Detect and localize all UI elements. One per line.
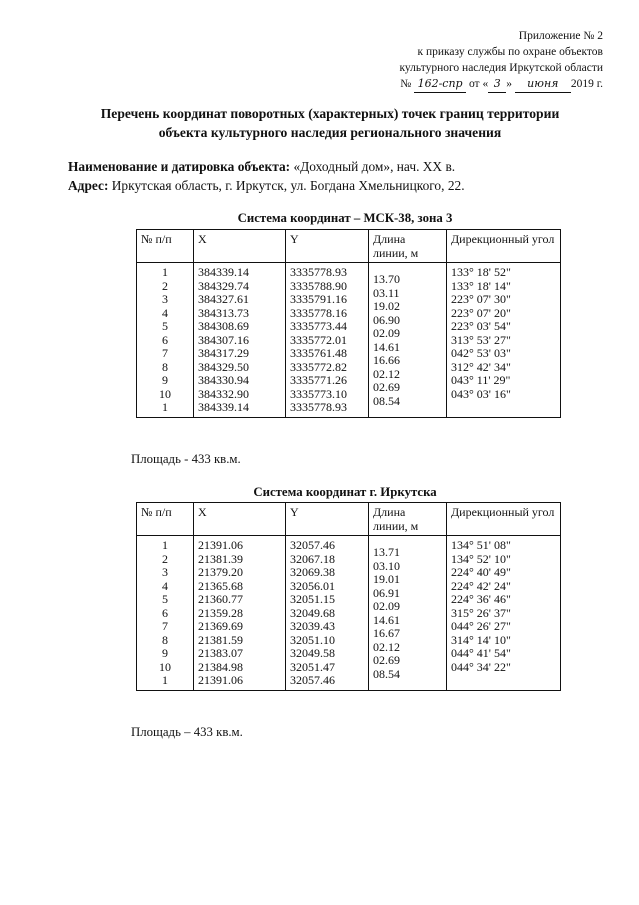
length-value: 16.66 [373,353,400,367]
appendix-number: Приложение № 2 [518,30,603,42]
appendix-order-line: к приказу службы по охране объектов [417,46,603,58]
y-value: 3335788.90 [290,278,347,293]
coordinates-table-msk38 [136,229,561,418]
y-value: 32057.46 [290,538,335,552]
point-number: 10 [159,659,171,674]
table-body-row [137,263,561,418]
angle-value: 314° 14' 10" [451,632,511,647]
angle-value: 224° 36' 46" [451,592,511,606]
point-number: 1 [162,538,168,552]
x-value: 21383.07 [198,646,243,660]
length-value: 19.01 [373,572,400,586]
point-number: 5 [162,592,168,606]
x-value: 384339.14 [198,400,249,414]
x-value: 21381.59 [198,632,243,647]
table-1-title: Система координат – МСК-38, зона 3 [237,211,453,225]
header-number: № п/п [137,230,194,263]
header-y: Y [286,503,369,536]
length-value: 08.54 [373,393,400,408]
angle-value: 223° 07' 20" [451,305,511,320]
point-number: 8 [162,632,168,647]
length-column [369,266,446,408]
x-value: 384317.29 [198,346,249,360]
x-value: 21359.28 [198,605,243,620]
header-length: Длина линии, м [369,230,447,263]
angle-value: 134° 51' 08" [451,538,511,552]
point-number: 9 [162,373,168,387]
y-value: 32057.46 [290,673,335,687]
length-value: 02.09 [373,326,400,340]
order-year: 2019 г. [570,78,603,90]
area-msk38: Площадь - 433 кв.м. [131,452,241,466]
angle-value: 133° 18' 52" [451,265,511,279]
length-value: 13.70 [373,272,400,286]
object-name-row [68,157,465,176]
y-value: 3335778.93 [290,400,347,414]
object-address-label: Адрес: [68,178,109,193]
point-number: 4 [162,578,168,593]
x-value: 384339.14 [198,265,249,279]
angle-column [447,266,560,401]
angle-value: 044° 26' 27" [451,619,511,633]
angle-value: 312° 42' 34" [451,359,511,374]
angle-value: 043° 03' 16" [451,386,511,401]
order-from-label: от « [468,78,489,90]
x-value: 384329.50 [198,359,249,374]
x-value: 384308.69 [198,319,249,333]
y-value: 3335761.48 [290,346,347,360]
length-value: 14.61 [373,339,400,354]
x-value: 21360.77 [198,592,243,606]
header-x: X [194,503,286,536]
table-2-title: Система координат г. Иркутска [253,485,437,499]
angle-value: 224° 42' 24" [451,578,511,593]
y-column [286,539,368,688]
appendix-service-line: культурного наследия Иркутской области [399,62,603,74]
point-number: 1 [162,400,168,414]
header-number: № п/п [137,503,194,536]
order-month: июня [515,76,571,93]
angle-value: 224° 40' 49" [451,565,511,579]
angle-value: 223° 07' 30" [451,292,511,306]
length-value: 06.91 [373,585,400,600]
x-value: 21391.06 [198,538,243,552]
x-value: 384313.73 [198,305,249,320]
point-number-column [137,539,193,688]
header-angle: Дирекционный угол [447,503,561,536]
angle-value: 044° 41' 54" [451,646,511,660]
length-value: 03.10 [373,558,400,573]
y-value: 3335772.01 [290,332,347,347]
y-value: 32039.43 [290,619,335,633]
length-value: 03.11 [373,285,400,300]
order-no-value: 162-спр [414,76,466,93]
angle-value: 223° 03' 54" [451,319,511,333]
y-value: 32069.38 [290,565,335,579]
y-value: 32049.68 [290,605,335,620]
order-no-label: № [400,78,412,90]
length-value: 14.61 [373,612,400,627]
area-irkutsk: Площадь – 433 кв.м. [131,725,243,739]
length-value: 08.54 [373,666,400,681]
x-column [194,539,285,688]
y-value: 32051.47 [290,659,335,674]
y-value: 3335778.16 [290,305,347,320]
y-value: 3335773.10 [290,386,347,401]
y-value: 32067.18 [290,551,335,566]
point-number-column [137,266,193,415]
x-value: 21391.06 [198,673,243,687]
point-number: 8 [162,359,168,374]
point-number: 6 [162,605,168,620]
x-value: 384327.61 [198,292,249,306]
y-value: 3335772.82 [290,359,347,374]
length-value: 13.71 [373,545,400,559]
x-value: 21365.68 [198,578,243,593]
angle-value: 044° 34' 22" [451,659,511,674]
table-body-row [137,536,561,691]
order-quote-close: » [506,78,512,90]
x-value: 21384.98 [198,659,243,674]
length-column [369,539,446,681]
header-length: Длина линии, м [369,503,447,536]
y-value: 3335778.93 [290,265,347,279]
object-address-value: Иркутская область, г. Иркутск, ул. Богдана Хмельницкого, 22. [111,178,465,193]
length-value: 02.69 [373,653,400,667]
appendix-header [400,28,604,93]
length-value: 19.02 [373,299,400,313]
order-day: 3 [488,76,506,93]
x-value: 21381.39 [198,551,243,566]
y-value: 32049.58 [290,646,335,660]
table-header-row [137,503,561,536]
point-number: 9 [162,646,168,660]
y-value: 3335791.16 [290,292,347,306]
y-value: 32056.01 [290,578,335,593]
point-number: 1 [162,673,168,687]
length-value: 06.90 [373,312,400,327]
angle-column [447,539,560,674]
object-name-value: «Доходный дом», нач. XX в. [293,159,456,174]
x-value: 384329.74 [198,278,249,293]
point-number: 4 [162,305,168,320]
object-address-row [68,176,465,195]
length-value: 02.69 [373,380,400,394]
angle-value: 133° 18' 14" [451,278,511,293]
document-title [60,104,600,142]
angle-value: 043° 11' 29" [451,373,511,387]
point-number: 2 [162,278,168,293]
x-value: 384332.90 [198,386,249,401]
x-value: 21369.69 [198,619,243,633]
y-column [286,266,368,415]
point-number: 7 [162,346,168,360]
appendix-order-ref [400,76,604,93]
header-x: X [194,230,286,263]
length-value: 16.67 [373,626,400,640]
y-value: 32051.10 [290,632,335,647]
y-value: 32051.15 [290,592,335,606]
point-number: 1 [162,265,168,279]
angle-value: 042° 53' 03" [451,346,511,360]
coordinates-table-irkutsk [136,502,561,691]
x-value: 384330.94 [198,373,249,387]
x-column [194,266,285,415]
x-value: 21379.20 [198,565,243,579]
point-number: 5 [162,319,168,333]
header-y: Y [286,230,369,263]
point-number: 3 [162,565,168,579]
header-angle: Дирекционный угол [447,230,561,263]
title-line-2: объекта культурного наследия регионального значения [158,125,502,140]
table-header-row [137,230,561,263]
point-number: 10 [159,386,171,401]
angle-value: 313° 53' 27" [451,332,511,347]
y-value: 3335771.26 [290,373,347,387]
point-number: 6 [162,332,168,347]
object-name-label: Наименование и датировка объекта: [68,159,291,174]
angle-value: 134° 52' 10" [451,551,511,566]
length-value: 02.09 [373,599,400,613]
point-number: 3 [162,292,168,306]
length-value: 02.12 [373,366,400,381]
y-value: 3335773.44 [290,319,347,333]
angle-value: 315° 26' 37" [451,605,511,620]
object-info [68,157,465,195]
x-value: 384307.16 [198,332,249,347]
point-number: 7 [162,619,168,633]
point-number: 2 [162,551,168,566]
title-line-1: Перечень координат поворотных (характерных) точек границ территории [100,106,560,121]
length-value: 02.12 [373,639,400,654]
